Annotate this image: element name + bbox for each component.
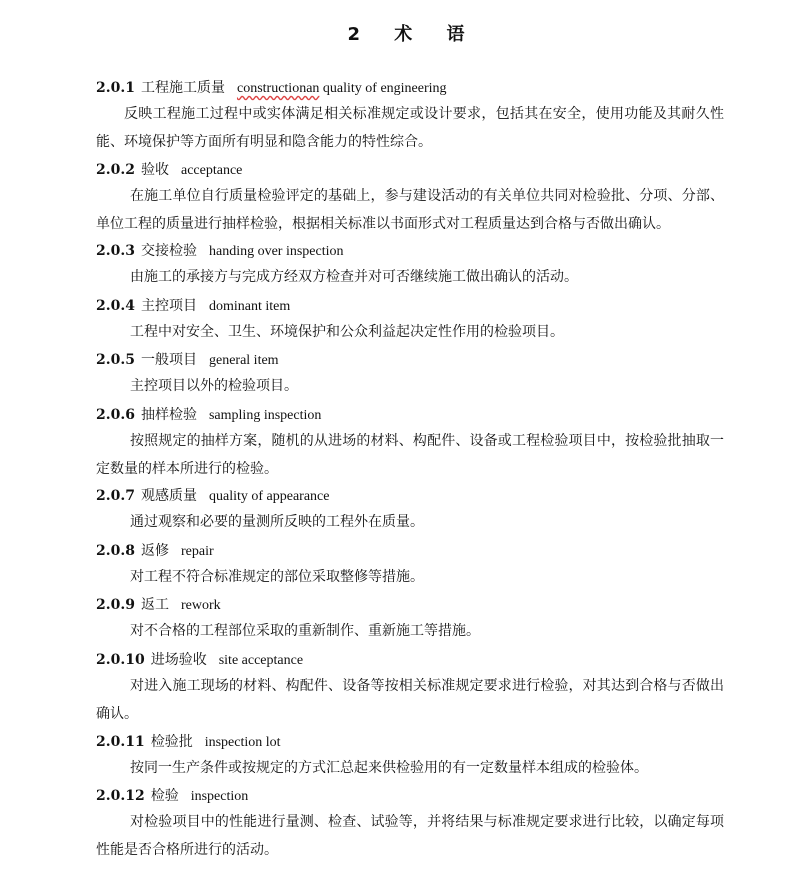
term-heading xyxy=(96,295,290,317)
term-definition: 反映工程施工过程中或实体满足相关标准规定或设计要求，包括其在安全，使用功能及其耐久性能、环境保护等方面所有明显和隐含能力的特性综合。 xyxy=(96,106,724,150)
term-heading xyxy=(96,785,248,807)
term-english: quality of engineering xyxy=(319,81,447,96)
term-chinese: 进场验收 xyxy=(150,652,207,668)
term-definition: 对检验项目中的性能进行量测、检查、试验等，并将结果与标准规定要求进行比较，以确定每项性能是否合格所进行的活动。 xyxy=(96,814,724,858)
term-definition: 按同一生产条件或按规定的方式汇总起来供检验用的有一定数量样本组成的检验体。 xyxy=(130,760,648,776)
term-definition: 对进入施工现场的材料、构配件、设备等按相关标准规定要求进行检验，对其达到合格与否做出确认。 xyxy=(96,678,724,722)
term-definition: 通过观察和必要的量测所反映的工程外在质量。 xyxy=(130,514,424,530)
term-number: 2.0.6 xyxy=(96,407,135,423)
term-english-misspelled: constructionan xyxy=(236,81,320,96)
term-english: general item xyxy=(208,353,279,368)
term-number: 2.0.9 xyxy=(96,597,135,613)
term-english: acceptance xyxy=(180,163,243,178)
term-chinese: 交接检验 xyxy=(140,243,197,259)
term-english: site acceptance xyxy=(218,653,304,668)
term-chinese: 观感质量 xyxy=(140,488,197,504)
term-heading xyxy=(96,731,281,753)
term-number: 2.0.1 xyxy=(96,80,135,96)
term-number: 2.0.8 xyxy=(96,543,135,559)
term-heading xyxy=(96,240,344,262)
term-chinese: 工程施工质量 xyxy=(140,80,225,96)
term-english: inspection xyxy=(190,789,249,804)
term-heading xyxy=(96,594,221,616)
term-english: quality of appearance xyxy=(208,489,330,504)
term-english: dominant item xyxy=(208,299,291,314)
term-chinese: 验收 xyxy=(140,162,169,178)
term-english: repair xyxy=(180,544,214,559)
term-number: 2.0.3 xyxy=(96,243,135,259)
term-number: 2.0.10 xyxy=(96,652,145,668)
term-chinese: 返修 xyxy=(140,543,169,559)
term-heading xyxy=(96,77,447,99)
term-english: handing over inspection xyxy=(208,244,344,259)
term-number: 2.0.11 xyxy=(96,734,145,750)
term-number: 2.0.2 xyxy=(96,162,135,178)
term-definition: 按照规定的抽样方案，随机的从进场的材料、构配件、设备或工程检验项目中，按检验批抽取一定数量的样本所进行的检验。 xyxy=(96,433,724,477)
term-number: 2.0.5 xyxy=(96,352,135,368)
term-heading xyxy=(96,485,329,507)
term-definition: 工程中对安全、卫生、环境保护和公众利益起决定性作用的检验项目。 xyxy=(130,324,564,340)
term-english: sampling inspection xyxy=(208,408,322,423)
term-number: 2.0.7 xyxy=(96,488,135,504)
term-heading xyxy=(96,540,214,562)
term-definition: 在施工单位自行质量检验评定的基础上，参与建设活动的有关单位共同对检验批、分项、分部、单位工程的质量进行抽样检验，根据相关标准以书面形式对工程质量达到合格与否做出确认。 xyxy=(96,188,724,232)
term-chinese: 抽样检验 xyxy=(140,407,197,423)
term-english: inspection lot xyxy=(204,735,281,750)
term-definition: 主控项目以外的检验项目。 xyxy=(130,378,298,394)
term-chinese: 检验 xyxy=(150,788,179,804)
term-chinese: 主控项目 xyxy=(140,298,197,314)
section-title: 2 术 语 xyxy=(347,24,479,45)
term-heading xyxy=(96,404,321,426)
term-number: 2.0.12 xyxy=(96,788,145,804)
term-chinese: 检验批 xyxy=(150,734,193,750)
term-heading xyxy=(96,159,242,181)
term-number: 2.0.4 xyxy=(96,298,135,314)
term-chinese: 一般项目 xyxy=(140,352,197,368)
term-chinese: 返工 xyxy=(140,597,169,613)
term-definition: 对工程不符合标准规定的部位采取整修等措施。 xyxy=(130,569,424,585)
term-definition: 由施工的承接方与完成方经双方检查并对可否继续施工做出确认的活动。 xyxy=(130,269,578,285)
term-definition: 对不合格的工程部位采取的重新制作、重新施工等措施。 xyxy=(130,623,480,639)
term-heading xyxy=(96,649,303,671)
term-heading xyxy=(96,349,279,371)
term-english: rework xyxy=(180,598,221,613)
